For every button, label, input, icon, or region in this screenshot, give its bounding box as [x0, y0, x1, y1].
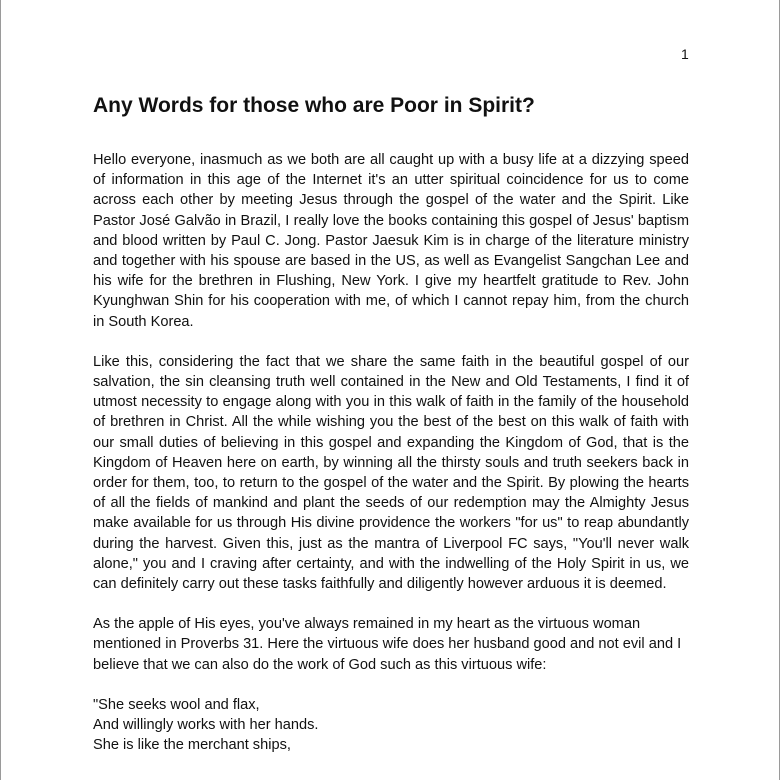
document-title: Any Words for those who are Poor in Spirit? — [93, 94, 535, 117]
verse-line: And willingly works with her hands. — [93, 717, 319, 734]
page-number: 1 — [681, 46, 689, 62]
document-body — [93, 150, 689, 755]
verse-line: She is like the merchant ships, — [93, 737, 291, 754]
paragraph-greeting: Hello everyone, inasmuch as we both are all caught up with a busy life at a dizzying speed of information in this age of the Internet it's an utter spiritual coincidence for us to come across each other by meeting Jesus through the gospel of the water and the Spirit. Like Pastor José Galvão in Brazil, I really love the books containing this gospel of Jesus' baptism and blood written by Paul C. Jong. Pastor Jaesuk Kim is in charge of the literature ministry and together with his spouse are based in the US, as well as Evangelist Sangchan Lee and his wife for the brethren in Flushing, New York. I give my heartfelt gratitude to Rev. John Kyunghwan Shin for his cooperation with me, of which I cannot repay him, from the church in South Korea. — [93, 152, 689, 330]
proverbs-quote — [93, 695, 689, 756]
verse-line: "She seeks wool and flax, — [93, 696, 260, 713]
paragraph-virtuous-woman: As the apple of His eyes, you've always remained in my heart as the virtuous woman mentioned in Proverbs 31. Here the virtuous wife does her husband good and not evil and I believe that we can also do the work of God such as this virtuous wife: — [93, 616, 682, 673]
paragraph-faith-walk: Like this, considering the fact that we share the same faith in the beautiful gospel of our salvation, the sin cleansing truth well contained in the New and Old Testaments, I find it of utmost necessity to engage along with you in this walk of faith in the family of the household of brethren in Christ. All the while wishing you the best of the best on this walk of faith with our small duties of believing in this gospel and expanding the Kingdom of God, that is the Kingdom of Heaven here on earth, by winning all the thirsty souls and truth seekers back in order for them, too, to return to the gospel of the water and the Spirit. By plowing the hearts of all the fields of mankind and plant the seeds of our redemption may the Almighty Jesus make available for us through His divine providence the workers "for us" to reap abundantly during the harvest. Given this, just as the mantra of Liverpool FC says, "You'll never walk alone," you and I craving after certainty, and with the indwelling of the Holy Spirit in us, we can definitely carry out these tasks faithfully and diligently however arduous it is deemed. — [93, 353, 689, 593]
